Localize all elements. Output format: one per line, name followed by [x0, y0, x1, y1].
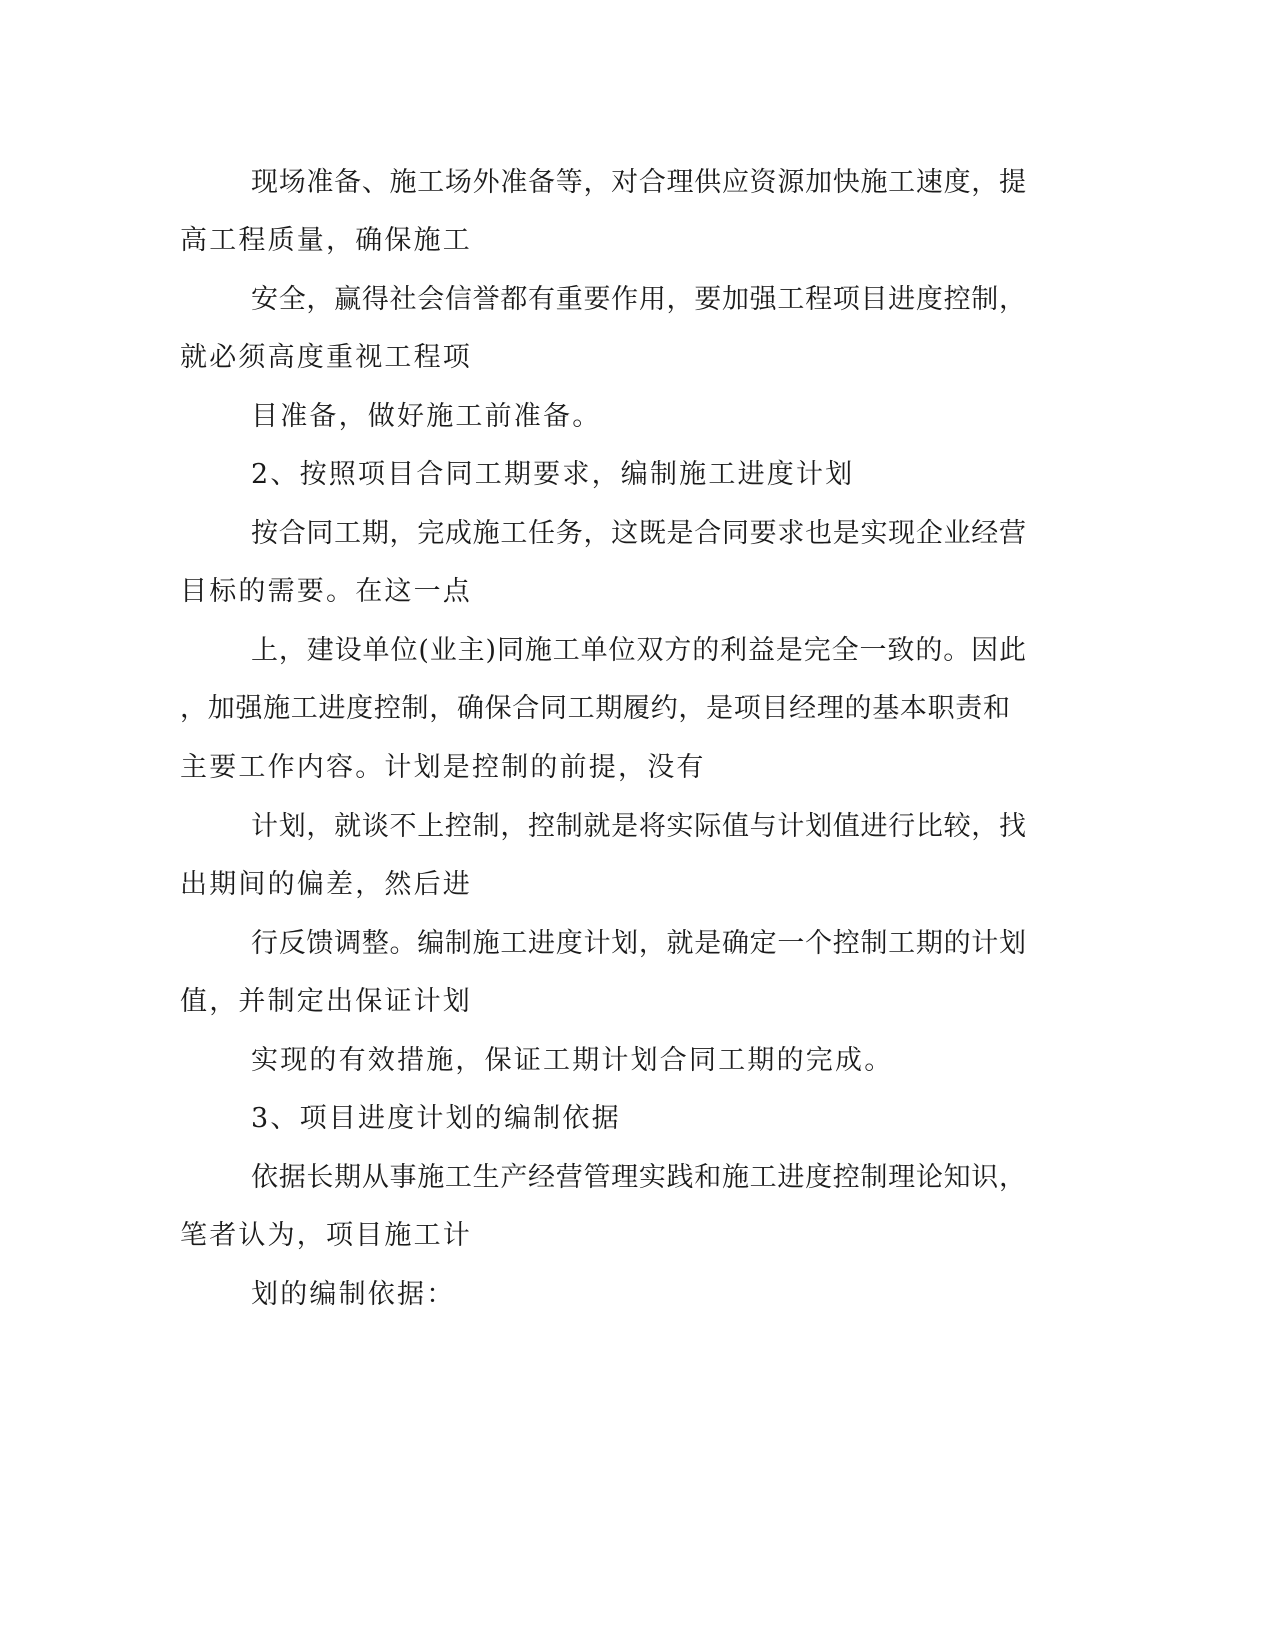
- text-line: 笔者认为，项目施工计: [180, 1220, 472, 1251]
- text-line: ，加强施工进度控制，确保合同工期履约，是项目经理的基本职责和: [180, 693, 1010, 724]
- text-line: 现场准备、施工场外准备等，对合理供应资源加快施工速度，提: [251, 167, 1026, 198]
- text-line: 2、按照项目合同工期要求，编制施工进度计划: [251, 459, 855, 490]
- text-line: 计划，就谈不上控制，控制就是将实际值与计划值进行比较，找: [251, 811, 1026, 842]
- text-line: 高工程质量，确保施工: [180, 225, 472, 256]
- text-line: 划的编制依据：: [251, 1279, 456, 1310]
- text-line: 目准备，做好施工前准备。: [251, 401, 602, 432]
- text-line: 行反馈调整。编制施工进度计划，就是确定一个控制工期的计划: [251, 928, 1026, 959]
- text-line: 依据长期从事施工生产经营管理实践和施工进度控制理论知识，: [251, 1162, 1026, 1193]
- text-line: 安全，赢得社会信誉都有重要作用，要加强工程项目进度控制，: [251, 284, 1026, 315]
- text-line: 上，建设单位(业主)同施工单位双方的利益是完全一致的。因此: [251, 635, 1026, 666]
- text-line: 3、项目进度计划的编制依据: [251, 1103, 621, 1134]
- text-line: 就必须高度重视工程项: [180, 342, 472, 373]
- text-line: 出期间的偏差，然后进: [180, 869, 472, 900]
- text-line: 主要工作内容。计划是控制的前提，没有: [180, 752, 706, 783]
- text-line: 按合同工期，完成施工任务，这既是合同要求也是实现企业经营: [251, 518, 1026, 549]
- text-line: 目标的需要。在这一点: [180, 576, 472, 607]
- text-line: 实现的有效措施，保证工期计划合同工期的完成。: [251, 1045, 894, 1076]
- text-line: 值，并制定出保证计划: [180, 986, 472, 1017]
